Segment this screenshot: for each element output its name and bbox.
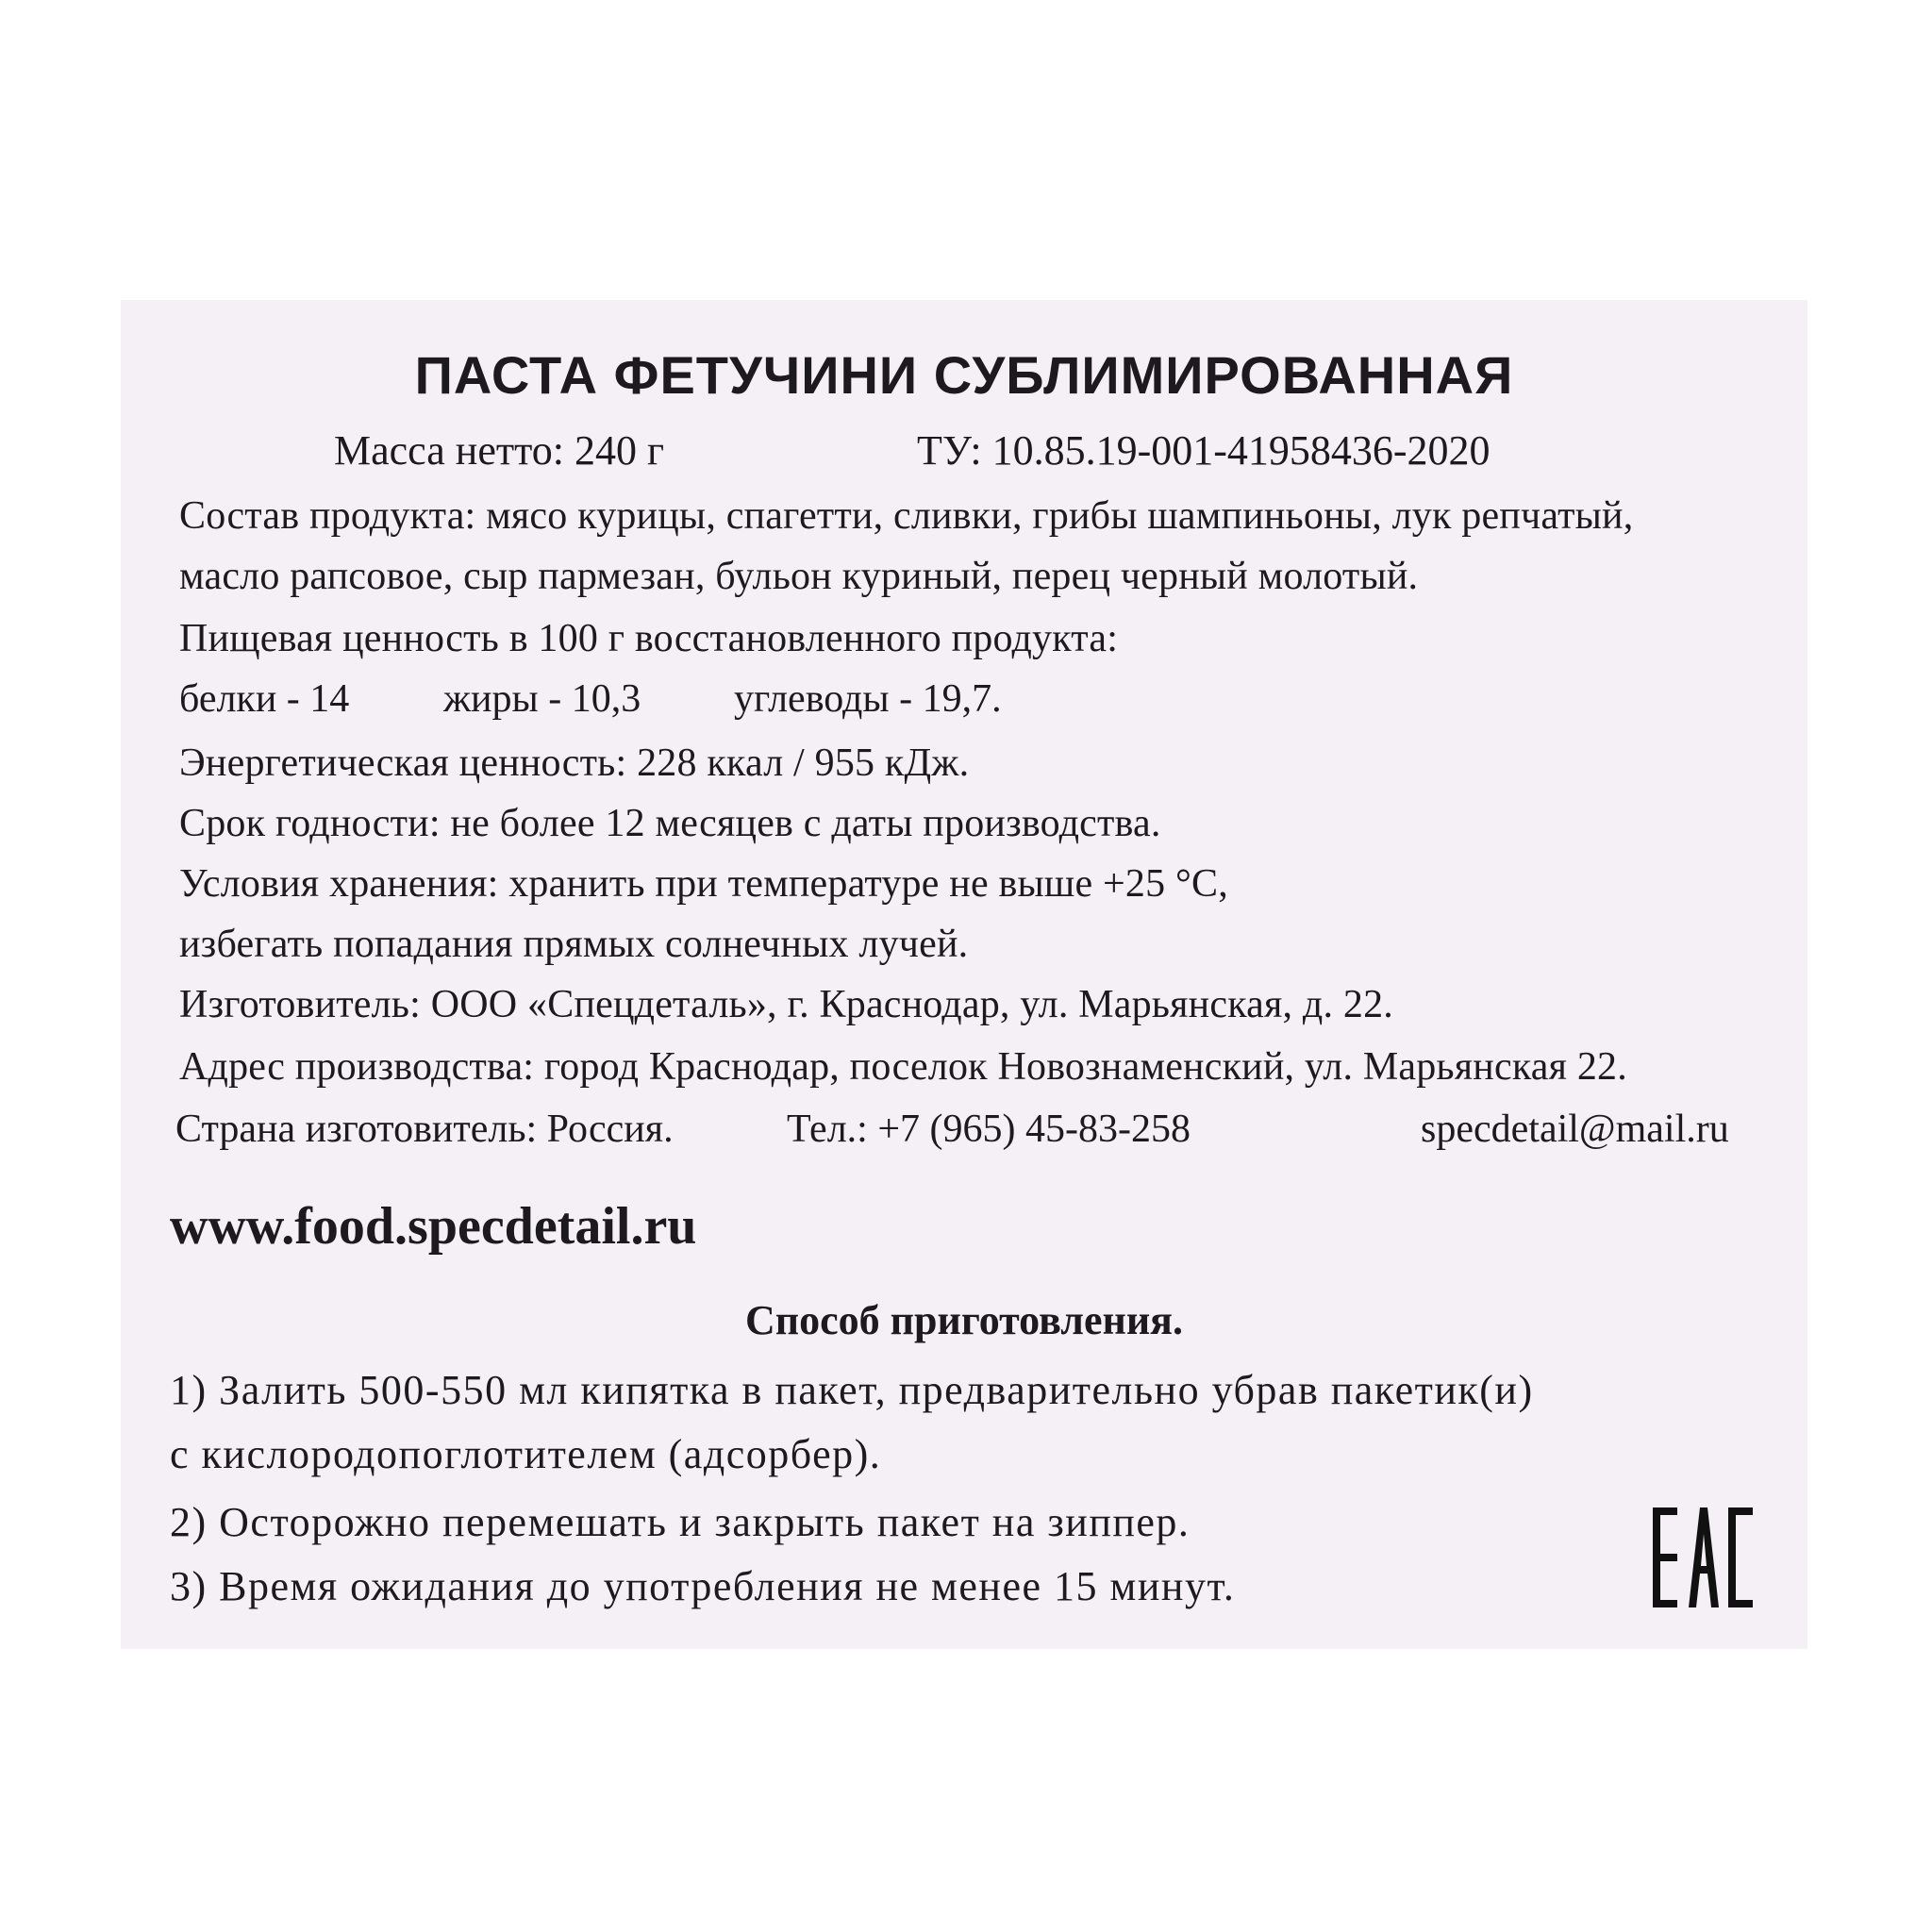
storage-line-1: Условия хранения: хранить при температуре не выше +25 °С,: [179, 862, 1228, 906]
nutrition-header: Пищевая ценность в 100 г восстановленного продукта:: [179, 617, 1119, 660]
phone: Тел.: +7 (965) 45-83-258: [787, 1108, 1191, 1151]
tu-code: ТУ: 10.85.19-001-41958436-2020: [917, 427, 1491, 474]
eac-mark-icon: [1651, 1506, 1755, 1609]
net-weight: Масса нетто: 240 г: [334, 427, 665, 474]
storage-line-2: избегать попадания прямых солнечных лучей.: [179, 923, 969, 966]
prep-step-3: 3) Время ожидания до употребления не менее 15 минут.: [170, 1563, 1236, 1609]
nutrition-carbs: углеводы - 19,7.: [734, 677, 1002, 721]
website: www.food.specdetail.ru: [170, 1197, 697, 1256]
product-title: ПАСТА ФЕТУЧИНИ СУБЛИМИРОВАННАЯ: [414, 345, 1514, 405]
prep-heading: Способ приготовления.: [745, 1297, 1183, 1343]
shelf-life: Срок годности: не более 12 месяцев с даты производства.: [179, 802, 1161, 845]
product-label: [121, 300, 1807, 1649]
nutrition-protein: белки - 14: [179, 677, 350, 721]
email: specdetail@mail.ru: [1421, 1108, 1729, 1151]
manufacturer: Изготовитель: ООО «Спецдеталь», г. Краснодар, ул. Марьянская, д. 22.: [179, 983, 1393, 1026]
prep-step-1-line-1: 1) Залить 500-550 мл кипятка в пакет, предварительно убрав пакетик(и): [170, 1367, 1534, 1413]
composition-line-2: масло рапсовое, сыр пармезан, бульон куриный, перец черный молотый.: [179, 555, 1419, 598]
country: Страна изготовитель: Россия.: [175, 1108, 674, 1151]
energy-value: Энергетическая ценность: 228 ккал / 955 кДж.: [179, 741, 970, 785]
prep-step-2: 2) Осторожно перемешать и закрыть пакет на зиппер.: [170, 1499, 1191, 1545]
composition-line-1: Состав продукта: мясо курицы, спагетти, сливки, грибы шампиньоны, лук репчатый,: [179, 494, 1634, 538]
prep-step-1-line-2: с кислородопоглотителем (адсорбер).: [170, 1431, 882, 1477]
production-address: Адрес производства: город Краснодар, поселок Новознаменский, ул. Марьянская 22.: [179, 1045, 1627, 1089]
nutrition-fat: жиры - 10,3: [443, 677, 641, 721]
